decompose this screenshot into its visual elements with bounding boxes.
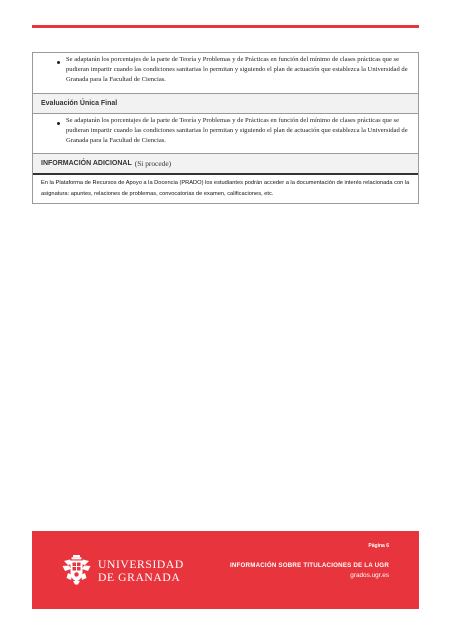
bullet-icon: [57, 122, 60, 125]
section-heading-text: Evaluación Única Final: [41, 99, 118, 107]
content-table: [32, 52, 419, 204]
page-footer: [32, 531, 419, 609]
university-line1: UNIVERSIDAD: [98, 558, 184, 571]
bullet-text: Se adaptarán los porcentajes de la parte de Teoría y Problemas y de Prácticas en función del mínimo de clases prácticas que se pudieran impartir cuando las condiciones sanitarias lo permitan y siguiendo el plan de actuación que establezca la Universidad de Granada para la Facultad de Ciencias.: [66, 116, 408, 145]
page-number: Página 6: [368, 543, 389, 549]
evaluation-section: [33, 53, 418, 93]
list-item: [41, 116, 410, 147]
university-wordmark: [98, 558, 184, 584]
university-line2: DE GRANADA: [98, 571, 181, 584]
info-heading-text: INFORMACIÓN ADICIONAL: [41, 160, 132, 168]
info-body-text: En la Plataforma de Recursos de Apoyo a la Docencia (PRADO) los estudiantes podrán acceder a la documentación de interés relacionada con la asignatura: apuntes, relaciones de problemas, convocatorias de examen, calificaciones, etc.: [41, 180, 410, 197]
info-adicional-body: [33, 173, 418, 203]
bullet-text: Se adaptarán los porcentajes de la parte de Teoría y Problemas y de Prácticas en función del mínimo de clases prácticas que se pudieran impartir cuando las condiciones sanitarias lo permitan y siguiendo el plan de actuación que establezca la Universidad de Granada para la Facultad de Ciencias.: [66, 56, 408, 84]
footer-info-title: INFORMACIÓN SOBRE TITULACIONES DE LA UGR: [229, 562, 389, 569]
evaluacion-unica-section: [33, 113, 418, 154]
ugr-crest-icon: [62, 555, 91, 585]
section-heading-info-adicional: [33, 153, 418, 173]
section-heading-evaluacion-unica: [33, 93, 418, 113]
info-heading-note: (Si procede): [134, 159, 172, 169]
footer-info-url[interactable]: grados.ugr.es: [350, 572, 389, 579]
bullet-icon: [57, 61, 60, 64]
header-rule: [32, 25, 419, 28]
list-item: [41, 55, 410, 86]
